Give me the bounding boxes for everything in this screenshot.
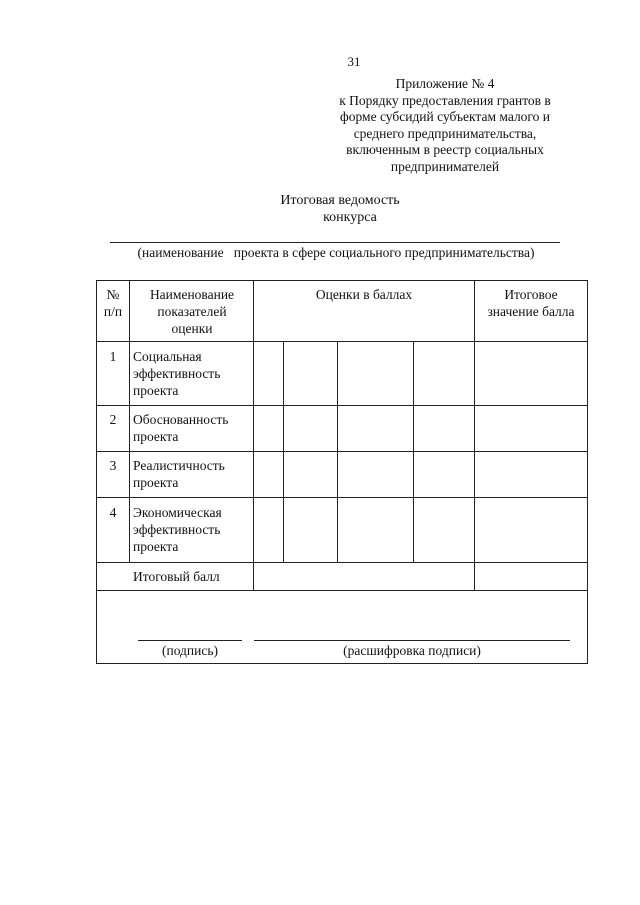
header-scores: Оценки в баллах — [315, 287, 413, 302]
table-border-right — [587, 280, 588, 664]
header-indicator: Наименование показателей оценки — [149, 287, 235, 336]
document-title — [190, 192, 490, 226]
appendix-header — [320, 76, 570, 175]
row-indicator: Социальная эффективность проекта — [133, 349, 221, 398]
project-name-line — [110, 242, 560, 243]
signature-decode-caption: (расшифровка подписи) — [343, 643, 481, 658]
header-number: № п/п — [103, 287, 123, 319]
appendix-line: среднего предпринимательства, — [353, 125, 537, 141]
row-indicator: Реалистичность проекта — [133, 458, 225, 490]
row-indicator: Обоснованность проекта — [133, 412, 229, 444]
appendix-line: Приложение № 4 — [395, 76, 495, 91]
signature-line — [138, 640, 242, 641]
appendix-line: включенным в реестр социальных — [346, 142, 544, 157]
final-score-label: Итоговый балл — [133, 569, 220, 584]
table-divider — [96, 405, 588, 406]
title-line-1: Итоговая ведомость — [280, 193, 400, 208]
title-line-2: конкурса — [323, 210, 377, 225]
signature-caption: (подпись) — [161, 643, 219, 658]
table-divider — [337, 341, 338, 562]
table-divider — [96, 497, 588, 498]
row-number: 2 — [109, 412, 117, 427]
table-divider — [96, 341, 588, 342]
header-total: Итоговое значение балла — [487, 287, 575, 319]
project-name-caption: (наименование проекта в сфере социального предпринимательства) — [137, 245, 535, 260]
row-indicator: Экономическая эффективность проекта — [133, 505, 222, 554]
appendix-line: предпринимателей — [390, 158, 500, 174]
appendix-line: к Порядку предоставления грантов в — [339, 92, 551, 108]
table-divider — [96, 590, 588, 591]
table-divider — [474, 280, 475, 590]
page-number: 31 — [347, 54, 361, 69]
table-border-bottom — [96, 663, 588, 664]
row-number: 4 — [109, 505, 117, 520]
row-number: 1 — [109, 349, 117, 364]
signature-decode-line — [254, 640, 570, 641]
appendix-line: форме субсидий субъектам малого и — [340, 109, 550, 124]
table-border-top — [96, 280, 588, 281]
table-divider — [96, 562, 588, 563]
table-divider — [283, 341, 284, 562]
table-divider — [413, 341, 414, 562]
row-number: 3 — [109, 458, 117, 473]
score-table — [96, 280, 588, 664]
table-divider — [96, 451, 588, 452]
